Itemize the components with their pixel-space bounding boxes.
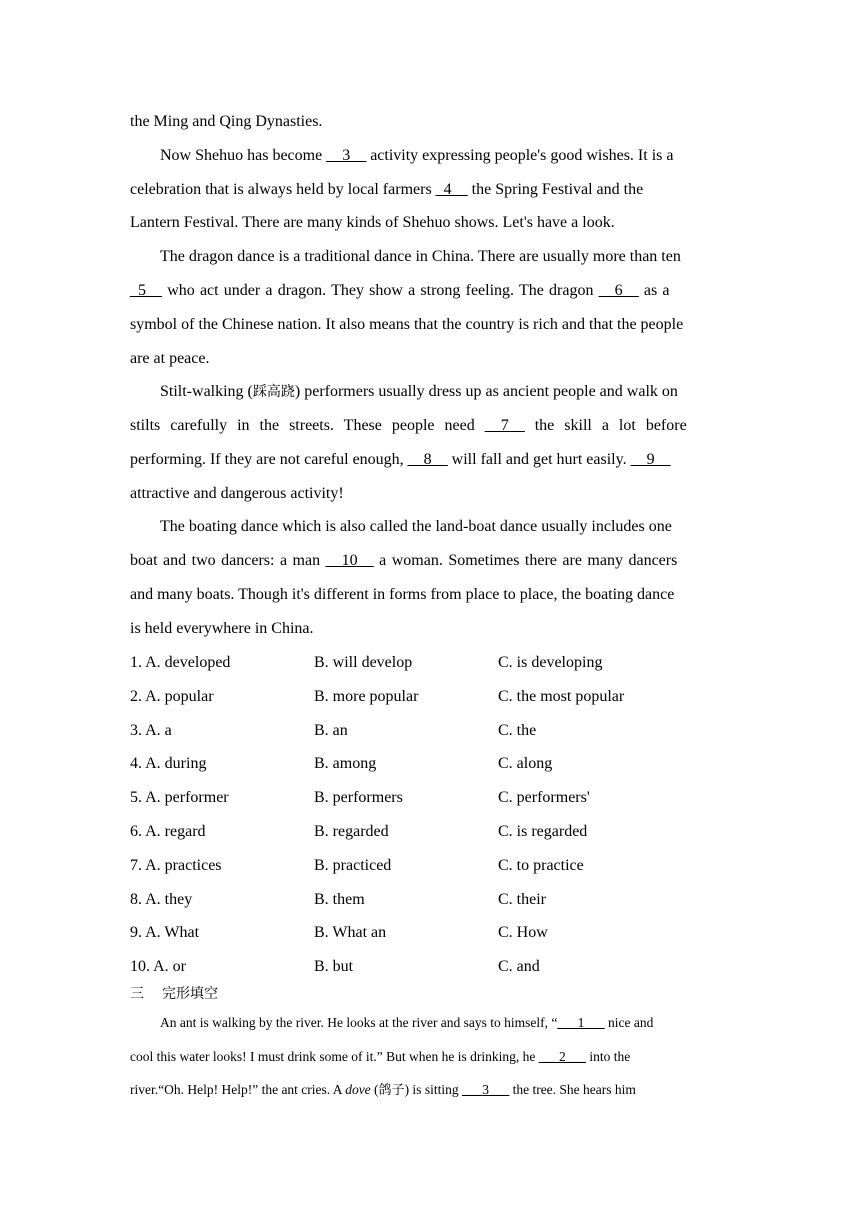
passage-line: Now Shehuo has become __3__ activity expressing people's good wishes. It is a xyxy=(160,147,674,164)
passage-line: performing. If they are not careful enough, __8__ will fall and get hurt easily. __9__ xyxy=(130,451,671,468)
option-c: C. How xyxy=(498,924,548,942)
blank-1: ___1___ xyxy=(557,1015,605,1030)
passage-line: _5__ who act under a dragon. They show a strong feeling. The dragon __6__ as a xyxy=(130,282,670,299)
blank-5: _5__ xyxy=(130,282,162,299)
option-row xyxy=(130,815,750,849)
passage-line: attractive and dangerous activity! xyxy=(130,485,344,502)
passage-line: and many boats. Though it's different in forms from place to place, the boating dance xyxy=(130,586,675,603)
blank-10: __10__ xyxy=(325,552,374,569)
option-c: C. along xyxy=(498,755,553,773)
option-b: B. them xyxy=(314,890,365,908)
option-b: B. What an xyxy=(314,924,387,942)
passage-line: Lantern Festival. There are many kinds of Shehuo shows. Let's have a look. xyxy=(130,214,615,231)
cloze-line: river.“Oh. Help! Help!” the ant cries. A dove (鸽子) is sitting ___3___ the tree. She hears him xyxy=(130,1082,636,1098)
option-b: B. will develop xyxy=(314,654,413,671)
option-a: 1. A. developed xyxy=(130,654,231,671)
options-list xyxy=(130,646,750,984)
passage-line: The dragon dance is a traditional dance in China. There are usually more than ten xyxy=(160,248,681,265)
option-row xyxy=(130,680,750,714)
option-row xyxy=(130,883,750,917)
blank-7: __7__ xyxy=(484,417,525,434)
option-a: 5. A. performer xyxy=(130,789,229,807)
option-b: B. but xyxy=(314,958,354,976)
blank-2: ___2___ xyxy=(538,1049,586,1064)
option-c: C. the xyxy=(498,721,537,739)
option-a: 9. A. What xyxy=(130,924,200,942)
option-b: B. an xyxy=(314,721,348,739)
option-b: B. more popular xyxy=(314,687,419,705)
section-number: 三 xyxy=(130,986,144,1002)
option-c: C. is developing xyxy=(498,654,603,671)
passage-line: Stilt-walking (踩高跷) performers usually dress up as ancient people and walk on xyxy=(160,383,678,400)
section-title: 完形填空 xyxy=(162,986,218,1002)
passage-line: The boating dance which is also called the land-boat dance usually includes one xyxy=(160,518,672,535)
option-b: B. performers xyxy=(314,789,403,807)
option-b: B. among xyxy=(314,755,377,773)
passage-line: symbol of the Chinese nation. It also means that the country is rich and that the people xyxy=(130,316,684,333)
option-c: C. and xyxy=(498,958,540,976)
blank-4: _4__ xyxy=(435,181,468,198)
option-b: B. regarded xyxy=(314,822,389,840)
option-a: 2. A. popular xyxy=(130,687,214,705)
option-b: B. practiced xyxy=(314,856,392,874)
option-row xyxy=(130,916,750,950)
option-a: 4. A. during xyxy=(130,755,207,773)
option-row xyxy=(130,747,750,781)
passage-line: stilts carefully in the streets. These people need __7__ the skill a lot before xyxy=(130,417,687,434)
option-row xyxy=(130,646,750,680)
passage-line: boat and two dancers: a man __10__ a woman. Sometimes there are many dancers xyxy=(130,552,678,569)
cloze-line: cool this water looks! I must drink some of it.” But when he is drinking, he ___2___ into the xyxy=(130,1049,631,1064)
option-row xyxy=(130,950,750,984)
passage-line: the Ming and Qing Dynasties. xyxy=(130,113,323,130)
option-row xyxy=(130,781,750,815)
passage-line: are at peace. xyxy=(130,350,210,367)
option-a: 10. A. or xyxy=(130,958,186,976)
option-row xyxy=(130,849,750,883)
option-c: C. their xyxy=(498,890,546,908)
blank-8: __8__ xyxy=(407,451,448,468)
option-a: 3. A. a xyxy=(130,721,172,739)
passage-line: celebration that is always held by local farmers _4__ the Spring Festival and the xyxy=(130,181,644,198)
option-c: C. performers' xyxy=(498,789,590,807)
blank-3: __3__ xyxy=(326,147,367,164)
section-heading xyxy=(130,983,218,1005)
option-row xyxy=(130,714,750,748)
blank-3-cloze: ___3___ xyxy=(461,1082,510,1097)
cloze-line: An ant is walking by the river. He looks at the river and says to himself, “___1___ nice and xyxy=(160,1015,654,1030)
option-a: 7. A. practices xyxy=(130,856,222,874)
option-c: C. the most popular xyxy=(498,687,625,705)
passage-line: is held everywhere in China. xyxy=(130,620,314,637)
option-a: 6. A. regard xyxy=(130,822,206,840)
option-a: 8. A. they xyxy=(130,890,193,908)
blank-6: __6__ xyxy=(598,282,639,299)
option-c: C. is regarded xyxy=(498,822,588,840)
option-c: C. to practice xyxy=(498,856,584,874)
blank-9: __9__ xyxy=(630,451,671,468)
